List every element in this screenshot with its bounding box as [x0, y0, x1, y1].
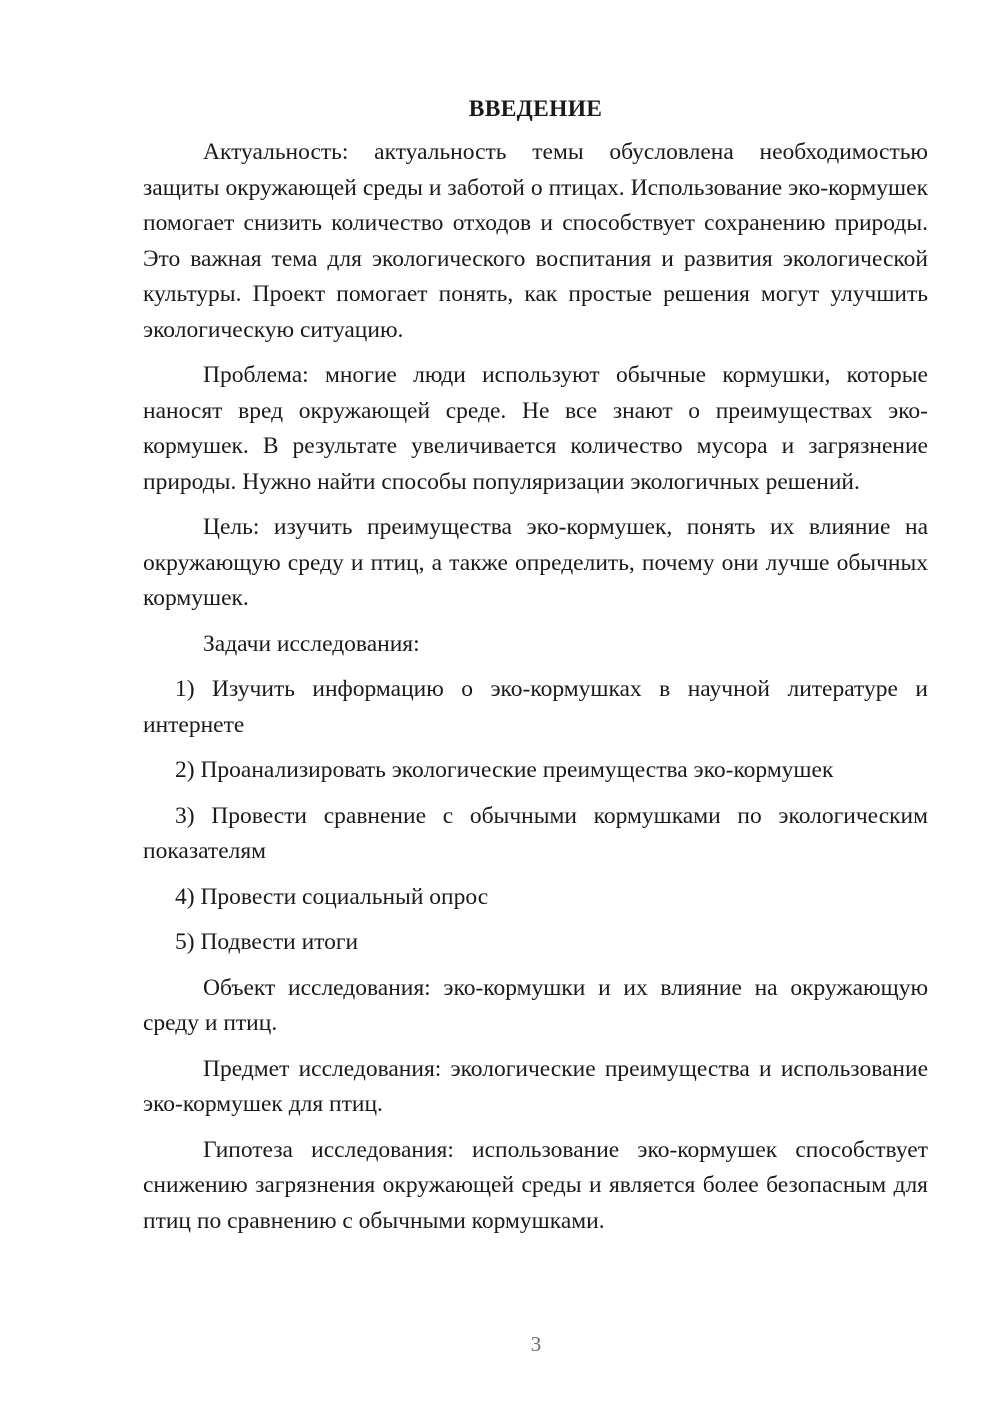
task-item-4: 4) Провести социальный опрос	[175, 883, 489, 910]
task-item-2: 2) Проанализировать экологические преимущества эко-кормушек	[175, 757, 834, 783]
object-paragraph: Объект исследования: эко-кормушки и их влияние на окружающую среду и птиц.	[143, 974, 928, 1036]
tasks-title: Задачи исследования:	[203, 630, 420, 657]
problem-paragraph: Проблема: многие люди используют обычные кормушки, которые наносят вред окружающей среде. Не все знают о преимуществах эко-кормушек. В результате увеличивается количество мусора и загрязнение природы. Нужно найти способы популяризации экологичных решений.	[143, 362, 928, 495]
hypothesis-paragraph: Гипотеза исследования: использование эко-кормушек способствует снижению загрязнения окружающей среды и является более безопасным для птиц по сравнению с обычными кормушками.	[143, 1136, 928, 1234]
subject-paragraph: Предмет исследования: экологические преимущества и использование эко-кормушек для птиц.	[143, 1055, 928, 1117]
page-content	[143, 92, 928, 1249]
task-item-1: 1) Изучить информацию о эко-кормушках в научной литературе и интернете	[143, 676, 928, 738]
relevance-paragraph: Актуальность: актуальность темы обусловлена необходимостью защиты окружающей среды и заботой о птицах. Использование эко-кормушек помогает снизить количество отходов и способствует сохранению природы. Это важная тема для экологического воспитания и развития экологической культуры. Проект помогает понять, как простые решения могут улучшить экологическую ситуацию.	[143, 139, 928, 343]
task-item-3: 3) Провести сравнение с обычными кормушками по экологическим показателям	[143, 802, 928, 864]
section-heading: ВВЕДЕНИЕ	[468, 96, 603, 122]
page-number: 3	[530, 1332, 542, 1356]
task-item-5: 5) Подвести итоги	[175, 929, 359, 955]
goal-paragraph: Цель: изучить преимущества эко-кормушек, понять их влияние на окружающую среду и птиц, а также определить, почему они лучше обычных кормушек.	[143, 514, 928, 611]
